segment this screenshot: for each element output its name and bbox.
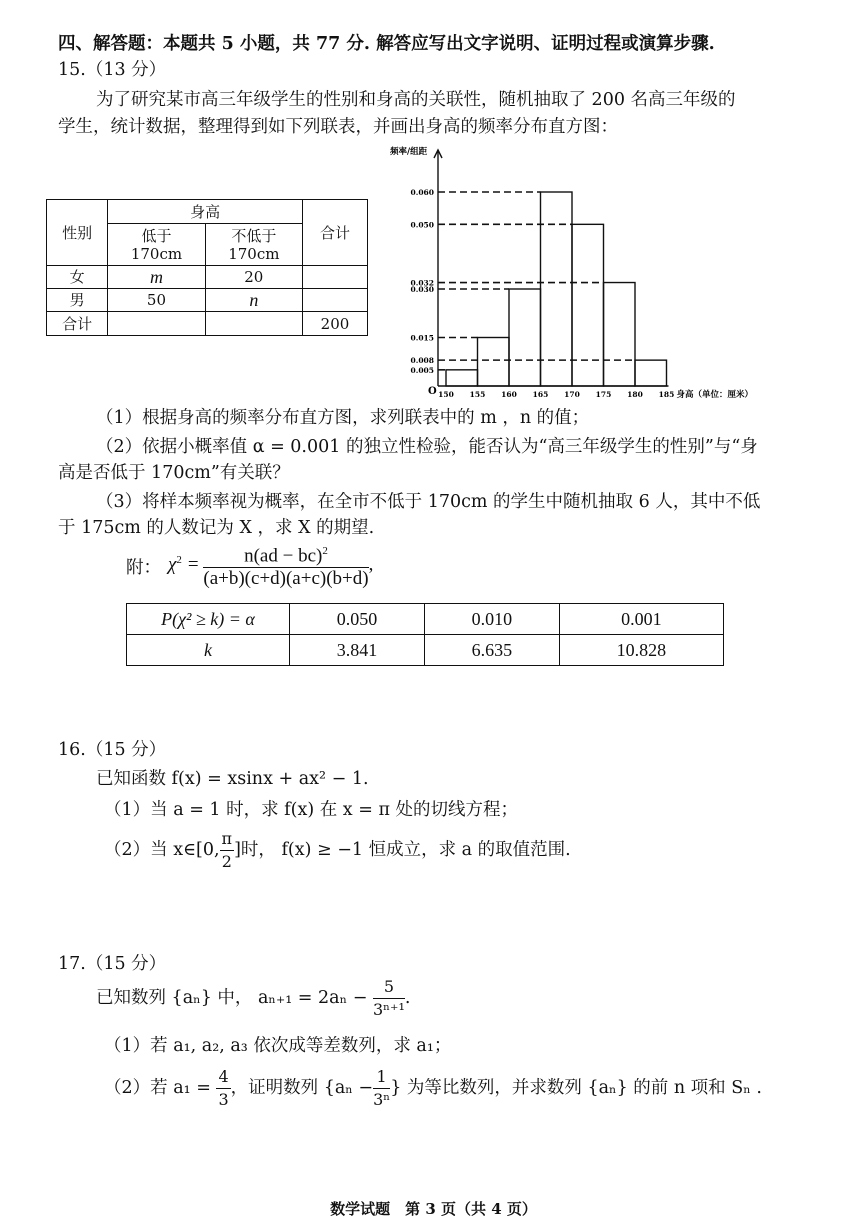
q17-frac-den: 3ⁿ⁺¹ (372, 1000, 405, 1019)
q15-intro-line1: 为了研究某市高三年级学生的性别和身高的关联性，随机抽取了 200 名高三年级的 (96, 90, 736, 110)
q16-part1: （1）当 a = 1 时，求 f(x) 在 x = π 处的切线方程； (104, 800, 519, 820)
q16-part2-pre: （2）当 x∈[0, (104, 840, 220, 860)
y-tick-label: 0.032 (410, 278, 434, 288)
q16-number: 16.（15 分） (58, 740, 167, 760)
table-row-label: 男 (47, 289, 108, 312)
y-tick-label: 0.015 (410, 333, 434, 343)
x-tick-label: 160 (501, 390, 517, 399)
formula-lhs: χ (168, 554, 177, 576)
table-cell: n (205, 289, 302, 312)
histogram-bar (478, 338, 510, 387)
q17-frac-den: 3 (218, 1090, 229, 1109)
table-cell (108, 312, 205, 336)
q17-number: 17.（15 分） (58, 954, 167, 974)
histogram-bar (446, 370, 478, 386)
table-cell (303, 289, 368, 312)
q15-part2-line2: 高是否低于 170cm”有关联？ (58, 463, 290, 483)
q17-line1: 已知数列 {aₙ} 中， aₙ₊₁ = 2aₙ − $\frac{5}{\text{3ⁿ⁺¹}}$ . (96, 977, 411, 1019)
table-row-label: 合计 (47, 312, 108, 336)
frequency-histogram (380, 138, 820, 400)
y-tick-label: 0.005 (410, 365, 434, 375)
table-cell: 200 (303, 312, 368, 336)
table-cell: 20 (205, 266, 302, 289)
q17-frac-num: 5 (373, 976, 405, 999)
table-header-low: 低于 170cm (108, 224, 205, 266)
q15-part2-line1: （2）依据小概率值 α = 0.001 的独立性检验，能否认为“高三年级学生的性别”与“身 (96, 437, 758, 457)
origin-label: O (428, 386, 437, 397)
k-table-cell: 0.001 (559, 604, 723, 635)
q15-part3-line2: 于 175cm 的人数记为 X ，求 X 的期望. (58, 518, 375, 538)
y-tick-label: 0.030 (410, 285, 434, 294)
q16-frac-num: π (220, 828, 235, 851)
q17-part2-mid: ，证明数列 {aₙ − (230, 1078, 374, 1098)
histogram-bar (541, 192, 573, 386)
q16-frac-den: 2 (221, 852, 232, 871)
q16-part2-post: ]时， f(x) ≥ −1 恒成立，求 a 的取值范围. (234, 840, 571, 860)
k-table-cell: 0.010 (424, 604, 559, 635)
y-tick-label: 0.050 (410, 220, 434, 230)
y-tick-label: 0.008 (410, 356, 434, 366)
page-footer: 数学试题 第 3 页（共 4 页） (330, 1200, 537, 1218)
table-row-label: 女 (47, 266, 108, 289)
table-cell (303, 266, 368, 289)
table-header-high: 不低于 170cm (205, 224, 302, 266)
table-cell (205, 312, 302, 336)
histogram-bar (509, 289, 541, 386)
k-table-row1-head: P(χ² ≥ k) = α (127, 604, 290, 635)
table-header-total: 合计 (303, 200, 368, 266)
x-tick-label: 185 (658, 390, 675, 399)
k-table-cell: 6.635 (424, 635, 559, 666)
k-table-row2-head: k (127, 635, 290, 666)
x-tick-label: 150 (438, 390, 454, 399)
q15-part3-line1: （3）将样本频率视为概率，在全市不低于 170cm 的学生中随机抽取 6 人，其中不低 (96, 492, 761, 512)
q17-part1: （1）若 a₁, a₂, a₃ 依次成等差数列，求 a₁； (104, 1036, 452, 1056)
q16-line1: 已知函数 f(x) = xsinx + ax² − 1. (96, 769, 369, 789)
histogram-bar (604, 283, 636, 386)
k-table-cell: 10.828 (559, 635, 723, 666)
y-axis-label: 频率/组距 (390, 147, 428, 157)
q17-part2-post: } 为等比数列，并求数列 {aₙ} 的前 n 项和 Sₙ . (390, 1078, 762, 1098)
q15-part1: （1）根据身高的频率分布直方图，求列联表中的 m ，n 的值； (96, 408, 590, 428)
critical-value-table (126, 603, 724, 666)
q17-frac2-den: 3ⁿ (373, 1090, 391, 1109)
table-cell: 50 (108, 289, 205, 312)
q15-intro-line2: 学生，统计数据，整理得到如下列联表，并画出身高的频率分布直方图： (58, 117, 618, 137)
formula-numerator: n(ad − bc) (244, 545, 323, 567)
q16-part2 (104, 828, 571, 873)
x-tick-label: 165 (532, 390, 549, 399)
y-tick-label: 0.060 (410, 188, 434, 197)
formula-denominator: (a+b)(c+d)(a+c)(b+d) (203, 568, 369, 590)
appendix-label: 附： (126, 558, 161, 578)
table-header-height: 身高 (108, 200, 303, 224)
q17-line1-pre: 已知数列 {aₙ} 中， aₙ₊₁ = 2aₙ − (96, 988, 368, 1008)
chi-square-formula: $\chi^2$ = $\frac{n(ad - bc)^2}{(a+b)(c+d)(a+c)(b+d)}$ , (168, 540, 373, 590)
table-cell: m (108, 266, 205, 289)
table-header-gender: 性别 (47, 200, 108, 266)
x-tick-label: 175 (595, 390, 612, 399)
x-tick-label: 170 (564, 390, 580, 399)
q17-frac-num: 4 (216, 1066, 230, 1089)
contingency-table (46, 199, 368, 336)
k-table-cell: 3.841 (290, 635, 425, 666)
histogram-bar (572, 224, 604, 386)
q17-part2 (104, 1066, 762, 1111)
section-heading: 四、解答题：本题共 5 小题，共 77 分. 解答应写出文字说明、证明过程或演算步骤. (58, 34, 715, 54)
k-table-cell: 0.050 (290, 604, 425, 635)
q17-part2-pre: （2）若 a₁ = (104, 1078, 211, 1098)
x-axis-label: 身高（单位：厘米） (676, 390, 754, 400)
histogram-bar (635, 360, 667, 386)
x-tick-label: 155 (469, 390, 486, 399)
q15-number: 15.（13 分） (58, 60, 167, 80)
x-tick-label: 180 (627, 390, 643, 399)
q17-frac2-num: 1 (373, 1066, 390, 1089)
